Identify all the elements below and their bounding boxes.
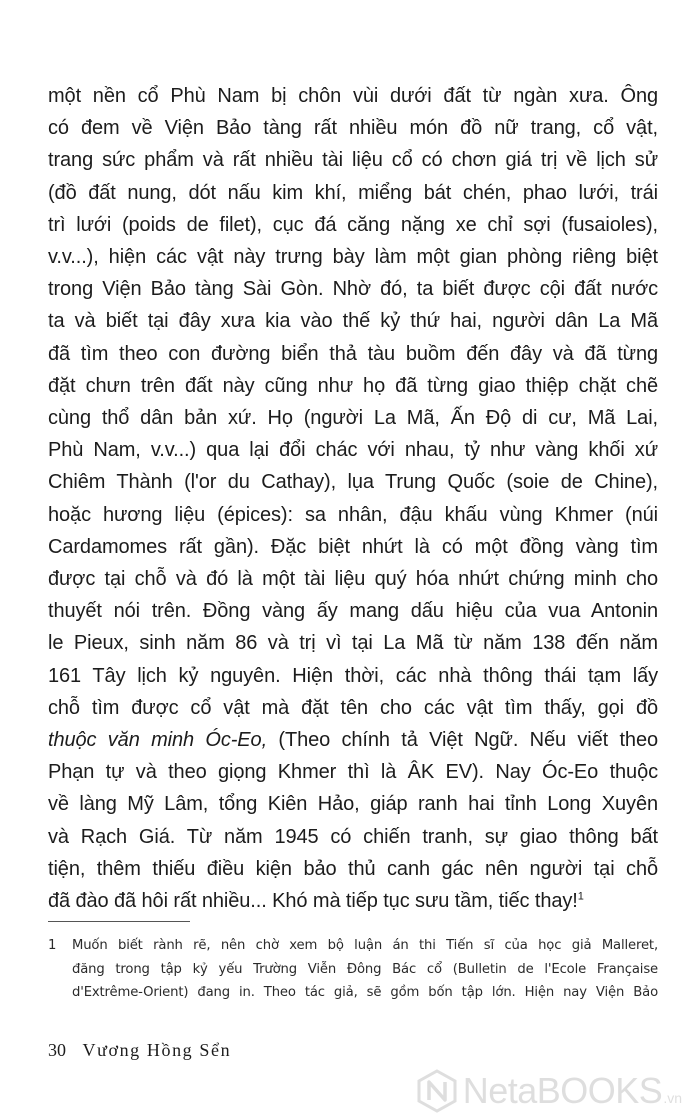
text-line: v.v...), hiện các vật này trưng bày làm một gian phòng riêng biệt xyxy=(48,246,658,269)
text-line: tiện, thêm thiếu điều kiện bảo thủ canh gác nên người tại chỗ xyxy=(48,857,658,880)
text-line: đã tìm theo con đường biển thả tàu buồm đến đây và đã từng xyxy=(48,342,658,365)
text-line: ta và biết tại đây xưa kia vào thế kỷ thứ hai, người dân La Mã xyxy=(48,310,658,333)
body-text xyxy=(48,80,658,917)
footnote-line: đăng trong tập kỷ yếu Trường Viễn Đông Bác cổ (Bulletin de l'Ecole Française xyxy=(72,961,658,977)
text-line: có đem về Viện Bảo tàng rất nhiều món đồ nữ trang, cổ vật, xyxy=(48,117,658,140)
author-name: Vương Hồng Sển xyxy=(82,1040,232,1060)
text-line: (đồ đất nung, dót nấu kim khí, miểng bát chén, phao lưới, trái xyxy=(48,181,658,204)
text-line: thuyết nói trên. Đồng vàng ấy mang dấu hiệu của vua Antonin xyxy=(48,600,658,623)
text-line: cùng thổ dân bản xứ. Họ (người La Mã, Ấn Độ di cư, Mã Lai, xyxy=(48,407,658,430)
netabooks-logo-icon xyxy=(415,1069,459,1113)
footnote-number: 1 xyxy=(48,938,57,953)
footnote-body xyxy=(72,934,658,1005)
text-line: một nền cổ Phù Nam bị chôn vùi dưới đất từ ngàn xưa. Ông xyxy=(48,85,658,107)
text-line: le Pieux, sinh năm 86 và trị vì tại La Mã từ năm 138 đến năm xyxy=(48,632,658,655)
text-segment: (Theo chính tả Việt Ngữ. Nếu viết theo xyxy=(267,729,658,752)
watermark-text: NetaBOOKS xyxy=(462,1070,663,1111)
text-line: Phù Nam, v.v...) qua lại đổi chác với nhau, tỷ như vàng khối xứ xyxy=(48,439,658,462)
page-number: 30 xyxy=(48,1040,66,1060)
text-line: về làng Mỹ Lâm, tổng Kiên Hảo, giáp ranh hai tỉnh Long Xuyên xyxy=(48,793,658,816)
footnote-line: d'Extrême-Orient) đang in. Theo tác giả, sẽ gồm bốn tập lớn. Hiện nay Viện Bảo xyxy=(72,985,658,1000)
text-line: Phạn tự và theo giọng Khmer thì là ÂK EV). Nay Óc-Eo thuộc xyxy=(48,761,658,784)
text-line: trong Viện Bảo tàng Sài Gòn. Nhờ đó, ta biết được cội đất nước xyxy=(48,278,658,301)
footnote-line: Muốn biết rành rẽ, nên chờ xem bộ luận án thi Tiến sĩ của học giả Malleret, xyxy=(72,938,658,953)
footnote-divider xyxy=(48,921,190,922)
footnote xyxy=(48,934,658,1005)
text-line: Chiêm Thành (l'or du Cathay), lụa Trung Quốc (soie de Chine), xyxy=(48,471,658,494)
italic-term: thuộc văn minh Óc-Eo, xyxy=(48,729,268,752)
page-footer xyxy=(48,1040,231,1061)
text-line: 161 Tây lịch kỷ nguyên. Hiện thời, các nhà thông thái tạm lấy xyxy=(48,664,658,687)
watermark xyxy=(415,1068,682,1114)
text-line: trì lưới (poids de filet), cục đá căng nặng xe chỉ sợi (fusaioles), xyxy=(48,213,658,236)
footnote-reference: 1 xyxy=(577,890,584,903)
text-line: đặt chưn trên đất này cũng như họ đã từng giao thiệp chặt chẽ xyxy=(48,374,658,397)
text-line: chỗ tìm được cổ vật mà đặt tên cho các vật tìm thấy, gọi đồ xyxy=(48,696,658,719)
text-line-last xyxy=(48,885,658,917)
text-line-mixed xyxy=(48,724,658,756)
text-line: Cardamomes rất gần). Đặc biệt nhứt là có một đồng vàng tìm xyxy=(48,535,658,558)
text-segment: đã đào đã hôi rất nhiều... Khó mà tiếp tục sưu tầm, tiếc thay! xyxy=(48,890,578,913)
watermark-suffix: .vn xyxy=(663,1090,682,1106)
text-line: trang sức phẩm và rất nhiều tài liệu cổ có chơn giá trị về lịch sử xyxy=(48,149,658,172)
text-line: được tại chỗ và đó là một tài liệu quý hóa nhứt chứng minh cho xyxy=(48,568,658,591)
text-line: hoặc hương liệu (épices): sa nhân, đậu khấu vùng Khmer (núi xyxy=(48,503,658,526)
text-line: và Rạch Giá. Từ năm 1945 có chiến tranh, sự giao thông bất xyxy=(48,825,658,848)
